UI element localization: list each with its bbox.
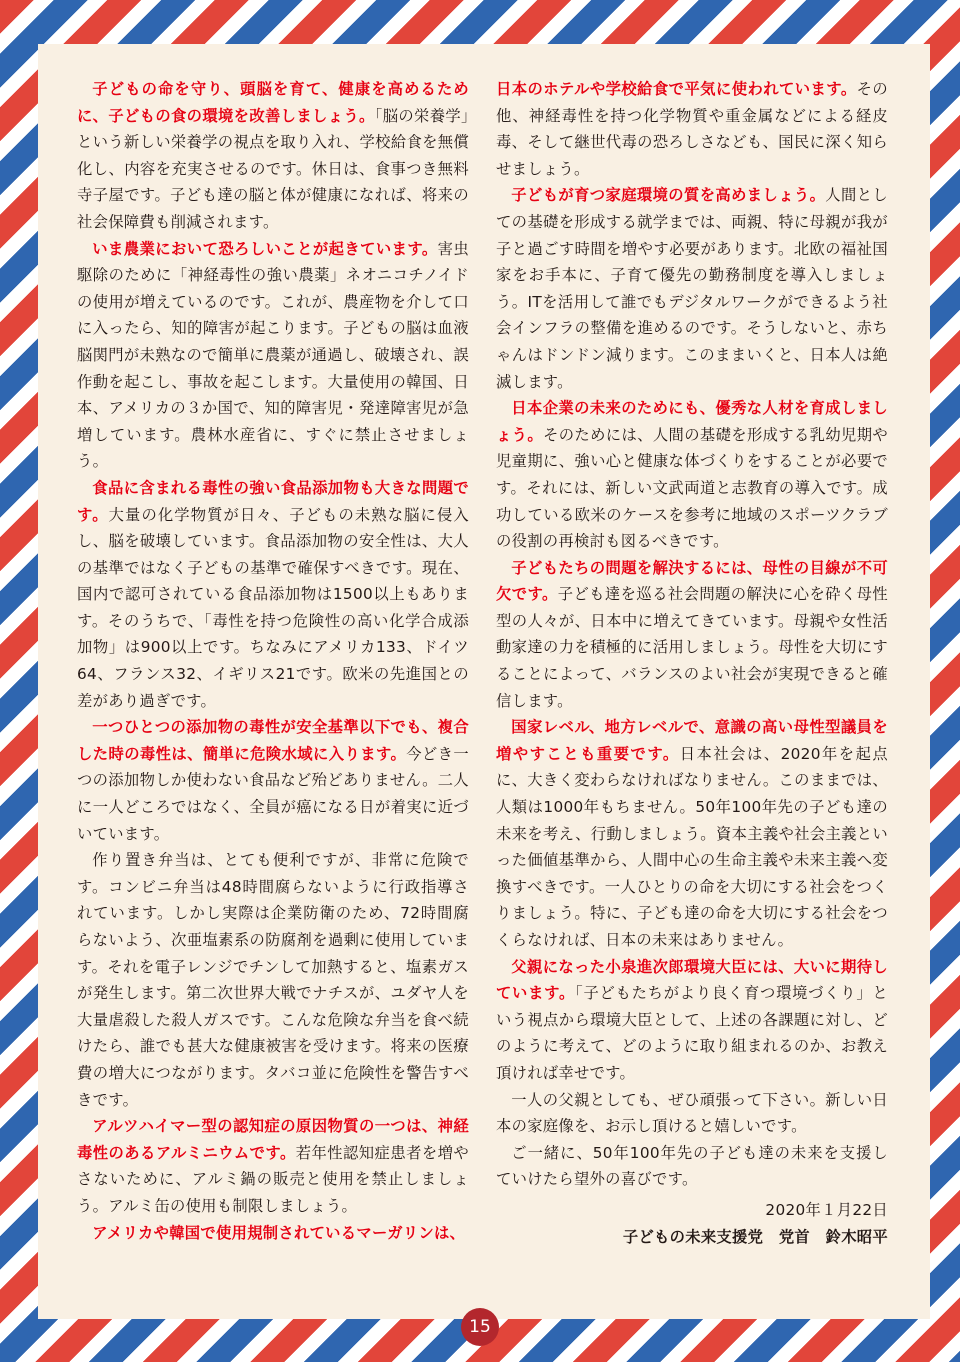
closing-block (496, 1197, 888, 1250)
left-column (77, 76, 469, 1246)
paragraph-highlight: アルツハイマー型の認知症の原因物質の一つは、神経毒性のあるアルミニウムです。 (77, 1117, 469, 1162)
paragraph-body: 子ども達を巡る社会問題の解決に心を砕く母性型の人々が、日本中に増えてきています。母親や女性活動家達の力を積極的に活用しましょう。母性を大切にすることによって、バランスのよい社会が実現できると確信します。 (496, 585, 888, 710)
paragraph-as-father (496, 1087, 888, 1140)
paragraph-environment-minister (496, 954, 888, 1087)
paragraph-highlight: 日本のホテルや学校給食で平気に使われています。 (496, 80, 857, 98)
paragraph-body: 人間としての基礎を形成する就学までは、両親、特に母親が我が子と過ごす時間を増やす必要があります。北欧の福祉国家をお手本に、子育て優先の勤務制度を導入しましょう。ITを活用して誰でもデジタルワークができるよう社会インフラの整備を進めるのです。そうしないと、赤ちゃんはドンドン減ります。このままいくと、日本人は絶滅します。 (496, 186, 888, 391)
page-number-badge: 15 (461, 1308, 499, 1346)
paragraph-highlight: いま農業において恐ろしいことが起きています。 (92, 239, 438, 258)
paragraph-body: 害虫駆除のために「神経毒性の強い農薬」ネオニコチノイドの使用が増えているのです。これが、農産物を介して口に入ったら、知的障害が起こります。子どもの脳は血液脳関門が未熟なので簡単に農薬が通過し、破壊され、誤作動を起こし、事故を起こします。大量使用の韓国、日本、アメリカの３か国で、知的障害児・発達障害児が急増しています。農林水産省に、すぐに禁止させましょう。 (77, 239, 469, 471)
paragraph-body: ご一緒に、50年100年先の子ども達の未来を支援していけたら望外の喜びです。 (496, 1143, 888, 1189)
paragraph-body: そのためには、人間の基礎を形成する乳幼児期や児童期に、強い心と健康な体づくりをすることが必要です。それには、新しい文武両道と志教育の導入です。成功している欧米のケースを参考に地域のスポーツクラブの役割の再検討も図るべきです。 (496, 425, 888, 551)
paragraph-body: 今どき一つの添加物しか使わない食品など殆どありません。二人に一人どころではなく、全員が癌になる日が着実に近づいています。 (77, 744, 470, 843)
paragraph-nutrition (77, 76, 469, 236)
paragraph-body: 「脳の栄養学」という新しい栄養学の視点を取り入れ、学校給食を無償化し、内容を充実させるのです。休日は、食事つき無料寺子屋です。子ども達の脳と体が健康になれば、将来の社会保障費も削減されます。 (77, 106, 469, 231)
paragraph-together (496, 1140, 888, 1193)
paragraph-body: 作り置き弁当は、とても便利ですが、非常に危険です。コンビニ弁当は48時間腐らないように行政指導されています。しかし実際は企業防衛のため、72時間腐らないよう、次亜塩素系の防腐剤を過剰に使用しています。それを電子レンジでチンして加熱すると、塩素ガスが発生します。第二次世界大戦でナチスが、ユダヤ人を大量虐殺した殺人ガスです。こんな危険な弁当を食べ続けたら、誰でも甚大な健康被害を受けます。将来の医療費の増大につながります。タバコ並に危険性を警告すべきです。 (77, 851, 469, 1109)
paragraph-combined-toxicity (77, 714, 469, 847)
paragraph-highlight: 父親になった小泉進次郎環境大臣には、大いに期待しています。 (496, 957, 888, 1003)
paragraph-highlight: 日本企業の未来のためにも、優秀な人材を育成しましょう。 (496, 399, 888, 444)
paragraph-highlight: 食品に含まれる毒性の強い食品添加物も大きな問題です。 (77, 478, 469, 524)
letter-date: 2020年１月22日 (765, 1200, 888, 1219)
paragraph-highlight: 子どもの命を守り、頭脳を育て、健康を高めるために、子どもの食の環境を改善しましょう。 (77, 80, 469, 125)
paragraph-human-resources (496, 395, 888, 555)
paragraph-home-environment (496, 182, 888, 395)
paragraph-highlight: 子どもたちの問題を解決するには、母性の目線が不可欠です。 (496, 558, 888, 604)
paragraph-body: 若年性認知症患者を増やさないために、アルミ鍋の販売と使用を禁止しましょう。アルミ缶の使用も制限しましょう。 (77, 1143, 469, 1215)
paragraph-body: 大量の化学物質が日々、子どもの未熟な脳に侵入し、脳を破壊しています。食品添加物の安全性は、大人の基準ではなく子どもの基準で確保すべきです。現在、国内で認可されている食品添加物は1500以上もあります。そのうちで、「毒性を持つ危険性の高い化学合成添加物」は900以上です。ちなみにアメリカ133、ドイツ64、フランス32、イギリス21です。欧米の先進国との差があり過ぎです。 (77, 505, 469, 710)
paragraph-body: 日本社会は、2020年を起点に、大きく変わらなければなりません。このままでは、人類は1000年もちません。50年100年先の子ども達の未来を考え、行動しましょう。資本主義や社会主義といった価値基準から、人間中心の生命主義や未来主義へ変換すべきです。一人ひとりの命を大切にする社会をつくりましょう。特に、子ども達の命を大切にする社会をつくらなければ、日本の未来はありません。 (496, 744, 888, 949)
paragraph-pesticides (77, 236, 469, 475)
paragraph-highlight: アメリカや韓国で使用規制されているマーガリンは、 (92, 1223, 466, 1242)
signature: 子どもの未来支援党 党首 鈴木昭平 (622, 1227, 888, 1246)
paragraph-body: 「子どもたちがより良く育つ環境づくり」という視点から環境大臣として、上述の各課題に対し、どのように考えて、どのように取り組まれるのか、お教え頂ければ幸せです。 (496, 984, 888, 1082)
paragraph-body: その他、神経毒性を持つ化学物質や重金属などによる経皮毒、そして継世代毒の恐ろしさなども、国民に深く知らせましょう。 (496, 80, 888, 178)
paragraph-legislators (496, 714, 888, 953)
paragraph-body: 一人の父親としても、ぜひ頑張って下さい。新しい日本の家庭像を、お示し頂けると嬉しいです。 (496, 1090, 888, 1136)
paragraph-maternal-perspective (496, 555, 888, 715)
paragraph-bento (77, 847, 469, 1113)
paragraph-aluminum (77, 1113, 469, 1219)
paragraph-margarine (77, 1220, 469, 1247)
paragraph-food-additives (77, 475, 469, 714)
paragraph-margarine-continued (496, 76, 888, 182)
paragraph-highlight: 子どもが育つ家庭環境の質を高めましょう。 (511, 186, 826, 205)
right-column (496, 76, 888, 1250)
paragraph-highlight: 国家レベル、地方レベルで、意識の高い母性型議員を増やすことも重要です。 (496, 718, 888, 763)
paragraph-highlight: 一つひとつの添加物の毒性が安全基準以下でも、複合した時の毒性は、簡単に危険水域に入ります。 (77, 718, 469, 763)
